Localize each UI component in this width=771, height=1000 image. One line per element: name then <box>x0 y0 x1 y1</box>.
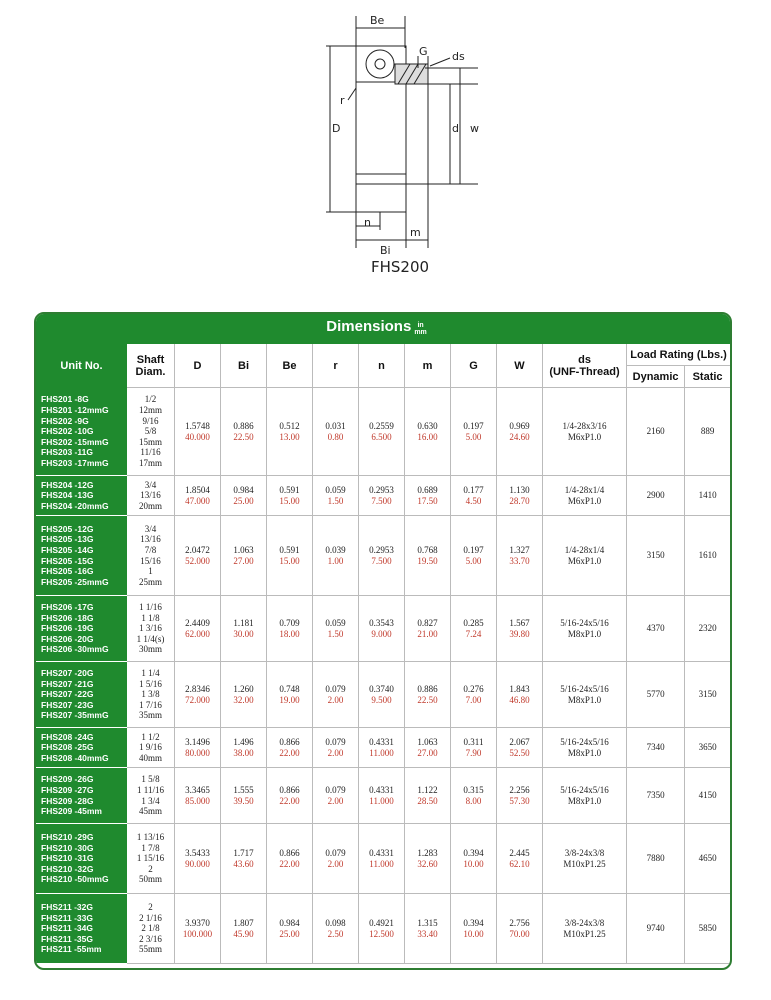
dim-be-cell: 0.591 15.00 <box>267 516 313 596</box>
dynamic-load-cell: 5770 <box>627 662 685 728</box>
header-unit-no: Unit No. <box>37 344 127 388</box>
diagram-title: FHS200 <box>370 258 430 276</box>
shaft-diam-cell: 3/4 13/16 20mm <box>127 476 175 516</box>
dim-d-cell: 3.1496 80.000 <box>175 728 221 768</box>
ds-thread-cell: 1/4-28x1/4 M6xP1.0 <box>543 516 627 596</box>
unit-no-cell: FHS204 -12G FHS204 -13G FHS204 -20mmG <box>37 476 127 516</box>
label-d-outer: D <box>332 122 341 135</box>
dynamic-load-cell: 7880 <box>627 824 685 894</box>
dim-be-cell: 0.709 18.00 <box>267 596 313 662</box>
dim-g-cell: 0.394 10.00 <box>451 824 497 894</box>
static-load-cell: 4650 <box>685 824 731 894</box>
ds-thread-cell: 1/4-28x1/4 M6xP1.0 <box>543 476 627 516</box>
dim-m-cell: 1.283 32.60 <box>405 824 451 894</box>
static-load-cell: 3650 <box>685 728 731 768</box>
dim-bi-cell: 0.984 25.00 <box>221 476 267 516</box>
dynamic-load-cell: 4370 <box>627 596 685 662</box>
dim-d-cell: 3.3465 85.000 <box>175 768 221 824</box>
dimensions-table-container <box>34 312 732 970</box>
dynamic-load-cell: 3150 <box>627 516 685 596</box>
dynamic-load-cell: 2900 <box>627 476 685 516</box>
label-be: Be <box>370 14 385 27</box>
dim-bi-cell: 1.717 43.60 <box>221 824 267 894</box>
dim-n-cell: 0.2559 6.500 <box>359 388 405 476</box>
dim-d-cell: 1.5748 40.000 <box>175 388 221 476</box>
unit-no-cell: FHS210 -29G FHS210 -30G FHS210 -31G FHS210 -32G FHS210 -50mmG <box>37 824 127 894</box>
shaft-diam-cell: 1 1/16 1 1/8 1 3/16 1 1/4(s) 30mm <box>127 596 175 662</box>
dim-g-cell: 0.315 8.00 <box>451 768 497 824</box>
bearing-diagram <box>300 8 500 283</box>
static-load-cell: 889 <box>685 388 731 476</box>
header-w: W <box>497 344 543 388</box>
label-m: m <box>410 226 421 239</box>
dim-m-cell: 1.122 28.50 <box>405 768 451 824</box>
label-n: n <box>364 216 371 229</box>
dim-bi-cell: 1.260 32.00 <box>221 662 267 728</box>
units-in: in <box>417 322 424 329</box>
dim-w-cell: 2.067 52.50 <box>497 728 543 768</box>
unit-no-cell: FHS209 -26G FHS209 -27G FHS209 -28G FHS209 -45mm <box>37 768 127 824</box>
dim-be-cell: 0.591 15.00 <box>267 476 313 516</box>
dim-bi-cell: 1.063 27.00 <box>221 516 267 596</box>
ds-thread-cell: 5/16-24x5/16 M8xP1.0 <box>543 768 627 824</box>
dim-r-cell: 0.039 1.00 <box>313 516 359 596</box>
dim-g-cell: 0.285 7.24 <box>451 596 497 662</box>
header-g: G <box>451 344 497 388</box>
header-ds: ds (UNF-Thread) <box>543 344 627 388</box>
dim-m-cell: 0.886 22.50 <box>405 662 451 728</box>
dim-be-cell: 0.984 25.00 <box>267 894 313 964</box>
static-load-cell: 1410 <box>685 476 731 516</box>
shaft-diam-cell: 1 1/4 1 5/16 1 3/8 1 7/16 35mm <box>127 662 175 728</box>
dim-m-cell: 0.689 17.50 <box>405 476 451 516</box>
dim-n-cell: 0.4331 11.000 <box>359 824 405 894</box>
ds-thread-cell: 5/16-24x5/16 M8xP1.0 <box>543 728 627 768</box>
dim-n-cell: 0.2953 7.500 <box>359 476 405 516</box>
static-load-cell: 3150 <box>685 662 731 728</box>
dimensions-label: Dimensions <box>326 318 412 335</box>
table-row <box>37 476 731 516</box>
dim-w-cell: 0.969 24.60 <box>497 388 543 476</box>
shaft-diam-cell: 1 5/8 1 11/16 1 3/4 45mm <box>127 768 175 824</box>
dim-r-cell: 0.079 2.00 <box>313 768 359 824</box>
unit-no-cell: FHS201 -8G FHS201 -12mmG FHS202 -9G FHS202 -10G FHS202 -15mmG FHS203 -11G FHS203 -17mmG <box>37 388 127 476</box>
dim-w-cell: 2.256 57.30 <box>497 768 543 824</box>
header-spacer <box>37 315 127 344</box>
dim-d-cell: 2.4409 62.000 <box>175 596 221 662</box>
dim-bi-cell: 1.555 39.50 <box>221 768 267 824</box>
dim-m-cell: 0.768 19.50 <box>405 516 451 596</box>
header-dynamic: Dynamic <box>627 366 685 388</box>
dim-w-cell: 1.843 46.80 <box>497 662 543 728</box>
table-row <box>37 388 731 476</box>
dim-bi-cell: 1.181 30.00 <box>221 596 267 662</box>
label-d-inner: d <box>452 122 459 135</box>
unit-no-cell: FHS205 -12G FHS205 -13G FHS205 -14G FHS205 -15G FHS205 -16G FHS205 -25mmG <box>37 516 127 596</box>
dim-w-cell: 1.567 39.80 <box>497 596 543 662</box>
dim-m-cell: 0.630 16.00 <box>405 388 451 476</box>
dynamic-load-cell: 7350 <box>627 768 685 824</box>
dim-g-cell: 0.197 5.00 <box>451 516 497 596</box>
dim-d-cell: 2.0472 52.000 <box>175 516 221 596</box>
dim-bi-cell: 1.807 45.90 <box>221 894 267 964</box>
dim-be-cell: 0.748 19.00 <box>267 662 313 728</box>
dim-n-cell: 0.3543 9.000 <box>359 596 405 662</box>
ds-thread-cell: 1/4-28x3/16 M6xP1.0 <box>543 388 627 476</box>
dim-be-cell: 0.866 22.00 <box>267 824 313 894</box>
static-load-cell: 2320 <box>685 596 731 662</box>
dim-r-cell: 0.059 1.50 <box>313 596 359 662</box>
dim-r-cell: 0.079 2.00 <box>313 824 359 894</box>
label-g: G <box>419 45 428 58</box>
unit-no-cell: FHS206 -17G FHS206 -18G FHS206 -19G FHS206 -20G FHS206 -30mmG <box>37 596 127 662</box>
dim-n-cell: 0.4921 12.500 <box>359 894 405 964</box>
dim-g-cell: 0.197 5.00 <box>451 388 497 476</box>
label-bi: Bi <box>380 244 391 257</box>
dim-bi-cell: 1.496 38.00 <box>221 728 267 768</box>
dim-be-cell: 0.512 13.00 <box>267 388 313 476</box>
static-load-cell: 1610 <box>685 516 731 596</box>
table-row <box>37 768 731 824</box>
dim-be-cell: 0.866 22.00 <box>267 768 313 824</box>
dim-d-cell: 1.8504 47.000 <box>175 476 221 516</box>
table-row <box>37 824 731 894</box>
dynamic-load-cell: 2160 <box>627 388 685 476</box>
header-spacer-right <box>627 315 731 344</box>
ds-thread-cell: 5/16-24x5/16 M8xP1.0 <box>543 662 627 728</box>
dynamic-load-cell: 9740 <box>627 894 685 964</box>
table-row <box>37 662 731 728</box>
dim-m-cell: 1.315 33.40 <box>405 894 451 964</box>
static-load-cell: 4150 <box>685 768 731 824</box>
dim-be-cell: 0.866 22.00 <box>267 728 313 768</box>
table-row <box>37 894 731 964</box>
dim-r-cell: 0.059 1.50 <box>313 476 359 516</box>
dim-bi-cell: 0.886 22.50 <box>221 388 267 476</box>
dim-w-cell: 2.445 62.10 <box>497 824 543 894</box>
unit-no-cell: FHS211 -32G FHS211 -33G FHS211 -34G FHS211 -35G FHS211 -55mm <box>37 894 127 964</box>
dim-g-cell: 0.276 7.00 <box>451 662 497 728</box>
dim-d-cell: 2.8346 72.000 <box>175 662 221 728</box>
label-r: r <box>340 94 345 107</box>
dim-n-cell: 0.2953 7.500 <box>359 516 405 596</box>
unit-no-cell: FHS207 -20G FHS207 -21G FHS207 -22G FHS207 -23G FHS207 -35mmG <box>37 662 127 728</box>
dimensions-title <box>127 315 627 344</box>
header-static: Static <box>685 366 731 388</box>
dim-m-cell: 0.827 21.00 <box>405 596 451 662</box>
header-load-rating: Load Rating (Lbs.) <box>627 344 731 366</box>
shaft-diam-cell: 2 2 1/16 2 1/8 2 3/16 55mm <box>127 894 175 964</box>
shaft-diam-cell: 1/2 12mm 9/16 5/8 15mm 11/16 17mm <box>127 388 175 476</box>
dim-g-cell: 0.311 7.90 <box>451 728 497 768</box>
dynamic-load-cell: 7340 <box>627 728 685 768</box>
dim-m-cell: 1.063 27.00 <box>405 728 451 768</box>
ds-thread-cell: 3/8-24x3/8 M10xP1.25 <box>543 824 627 894</box>
table-row <box>37 596 731 662</box>
shaft-diam-cell: 1 13/16 1 7/8 1 15/16 2 50mm <box>127 824 175 894</box>
header-n: n <box>359 344 405 388</box>
dimensions-table <box>36 314 731 964</box>
dim-r-cell: 0.031 0.80 <box>313 388 359 476</box>
dim-r-cell: 0.079 2.00 <box>313 662 359 728</box>
header-d-outer: D <box>175 344 221 388</box>
dim-w-cell: 1.327 33.70 <box>497 516 543 596</box>
dim-d-cell: 3.9370 100.000 <box>175 894 221 964</box>
header-bi: Bi <box>221 344 267 388</box>
dim-n-cell: 0.4331 11.000 <box>359 768 405 824</box>
header-r: r <box>313 344 359 388</box>
table-row <box>37 728 731 768</box>
unit-no-cell: FHS208 -24G FHS208 -25G FHS208 -40mmG <box>37 728 127 768</box>
dim-d-cell: 3.5433 90.000 <box>175 824 221 894</box>
dim-r-cell: 0.098 2.50 <box>313 894 359 964</box>
header-be: Be <box>267 344 313 388</box>
dim-n-cell: 0.4331 11.000 <box>359 728 405 768</box>
header-m: m <box>405 344 451 388</box>
label-ds: ds <box>452 50 465 63</box>
static-load-cell: 5850 <box>685 894 731 964</box>
dim-g-cell: 0.394 10.00 <box>451 894 497 964</box>
dim-r-cell: 0.079 2.00 <box>313 728 359 768</box>
table-row <box>37 516 731 596</box>
dim-w-cell: 1.130 28.70 <box>497 476 543 516</box>
ds-thread-cell: 5/16-24x5/16 M8xP1.0 <box>543 596 627 662</box>
dim-g-cell: 0.177 4.50 <box>451 476 497 516</box>
header-shaft: Shaft Diam. <box>127 344 175 388</box>
label-w: w <box>470 122 479 135</box>
ds-thread-cell: 3/8-24x3/8 M10xP1.25 <box>543 894 627 964</box>
units-mm: mm <box>414 329 427 336</box>
shaft-diam-cell: 1 1/2 1 9/16 40mm <box>127 728 175 768</box>
shaft-diam-cell: 3/4 13/16 7/8 15/16 1 25mm <box>127 516 175 596</box>
dim-w-cell: 2.756 70.00 <box>497 894 543 964</box>
dim-n-cell: 0.3740 9.500 <box>359 662 405 728</box>
